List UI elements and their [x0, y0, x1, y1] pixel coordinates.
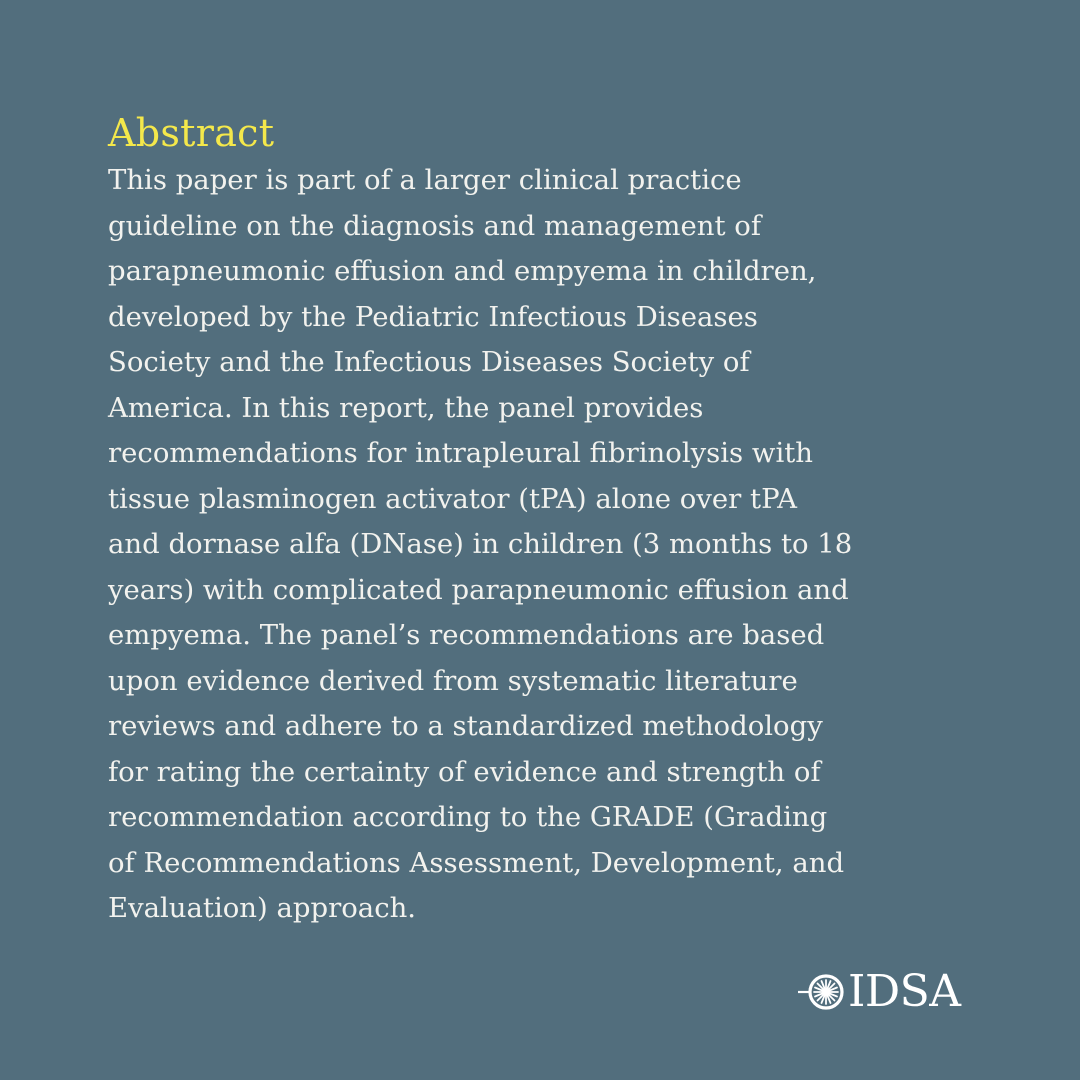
abstract-line: recommendation according to the GRADE (Grading	[108, 801, 828, 833]
abstract-line: years) with complicated parapneumonic effusion and	[108, 573, 849, 606]
abstract-section	[108, 108, 988, 932]
abstract-line: This paper is part of a larger clinical practice	[108, 164, 742, 196]
abstract-line: and dornase alfa (DNase) in children (3 months to 18	[108, 528, 853, 560]
abstract-line: guideline on the diagnosis and management of	[108, 209, 762, 242]
idsa-logo	[796, 966, 976, 1018]
abstract-heading: Abstract	[108, 111, 275, 155]
abstract-line: reviews and adhere to a standardized methodology	[108, 710, 823, 742]
starburst-circle-icon	[796, 966, 852, 1018]
abstract-line: America. In this report, the panel provides	[108, 391, 704, 424]
abstract-body	[108, 158, 988, 932]
abstract-line: developed by the Pediatric Infectious Diseases	[108, 300, 758, 333]
abstract-line: recommendations for intrapleural fibrinolysis with	[108, 437, 814, 469]
abstract-line: parapneumonic effusion and empyema in children,	[108, 255, 817, 287]
abstract-line: empyema. The panel’s recommendations are based	[108, 619, 825, 651]
abstract-line: upon evidence derived from systematic literature	[108, 664, 798, 697]
logo-wordmark: IDSA	[848, 966, 961, 1017]
abstract-line: tissue plasminogen activator (tPA) alone over tPA	[108, 482, 797, 515]
abstract-line: Evaluation) approach.	[108, 892, 417, 924]
abstract-line: Society and the Infectious Diseases Society of	[108, 346, 750, 378]
abstract-line: of Recommendations Assessment, Development, and	[108, 846, 845, 879]
abstract-line: for rating the certainty of evidence and strength of	[108, 755, 821, 788]
